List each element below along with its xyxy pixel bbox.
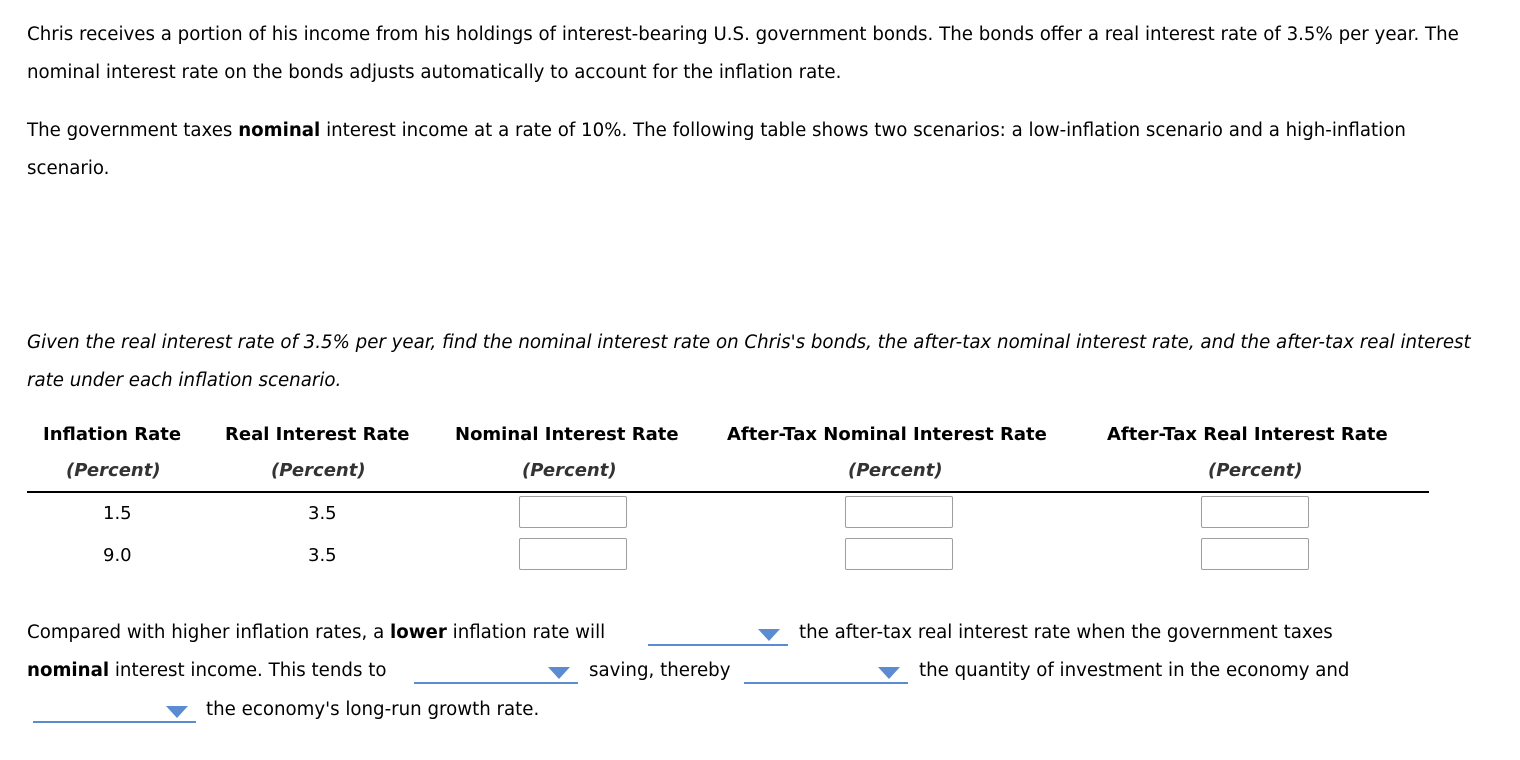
row1-inflation: 1.5 [103,503,132,524]
q1-text-b: inflation rate will [446,622,606,643]
p2-bold-nominal: nominal [238,120,321,141]
q2-bold-nominal: nominal [27,660,110,681]
p2-text-before: The government taxes [27,120,239,141]
q1-bold-lower: lower [390,622,447,643]
row1-after-tax-nominal-input[interactable] [845,496,953,528]
row2-after-tax-nominal-input[interactable] [845,538,953,570]
row1-after-tax-real-input[interactable] [1201,496,1309,528]
instructions-paragraph: Given the real interest rate of 3.5% per year, find the nominal interest rate on Chris's bonds, the after-tax nominal interest rate, and the after-tax real interest rate under each inflation scenario. [27,332,1471,391]
question-line1-text [27,622,605,643]
subheader-real-percent: (Percent) [271,460,366,481]
table-header-rule [27,491,1429,493]
header-real-interest-rate: Real Interest Rate [225,424,410,445]
subheader-nominal-percent: (Percent) [522,460,617,481]
header-after-tax-nominal-rate: After-Tax Nominal Interest Rate [727,424,1047,445]
header-after-tax-real-rate: After-Tax Real Interest Rate [1107,424,1388,445]
row1-real-rate: 3.5 [308,503,337,524]
row2-after-tax-real-input[interactable] [1201,538,1309,570]
row1-nominal-input[interactable] [519,496,627,528]
row2-inflation: 9.0 [103,545,132,566]
intro-paragraph-2 [27,112,1467,188]
dropdown-investment-effect[interactable] [744,662,908,684]
dropdown-growth-effect[interactable] [33,701,196,723]
header-inflation-rate: Inflation Rate [43,424,182,445]
subheader-after-tax-real-percent: (Percent) [1208,460,1303,481]
q2-text-a: interest income. This tends to [109,660,387,681]
subheader-inflation-percent: (Percent) [66,460,161,481]
p2-text-after: interest income at a rate of 10%. The following table shows two scenarios: a low-inflation scenario and a high-inflation scenario. [27,120,1406,179]
q2-text-b: saving, thereby [589,660,731,681]
chevron-down-icon [878,667,900,679]
dropdown-after-tax-rate-effect[interactable] [648,624,788,646]
intro-paragraph-1: Chris receives a portion of his income from his holdings of interest-bearing U.S. government bonds. The bonds offer a real interest rate of 3.5% per year. The nominal interest rate on the bonds adjusts automatically to account for the inflation rate. [27,24,1459,83]
q2-text-c: the quantity of investment in the economy and [919,660,1350,681]
chevron-down-icon [758,629,780,641]
dropdown-saving-effect[interactable] [414,662,578,684]
header-nominal-interest-rate: Nominal Interest Rate [455,424,679,445]
q1-text-a: Compared with higher inflation rates, a [27,622,391,643]
row2-real-rate: 3.5 [308,545,337,566]
q3-text-a: the economy's long-run growth rate. [206,699,540,720]
subheader-after-tax-nominal-percent: (Percent) [848,460,943,481]
chevron-down-icon [548,667,570,679]
q1-text-c: the after-tax real interest rate when the government taxes [799,622,1333,643]
row2-nominal-input[interactable] [519,538,627,570]
question-line2-text [27,660,386,681]
chevron-down-icon [166,706,188,718]
